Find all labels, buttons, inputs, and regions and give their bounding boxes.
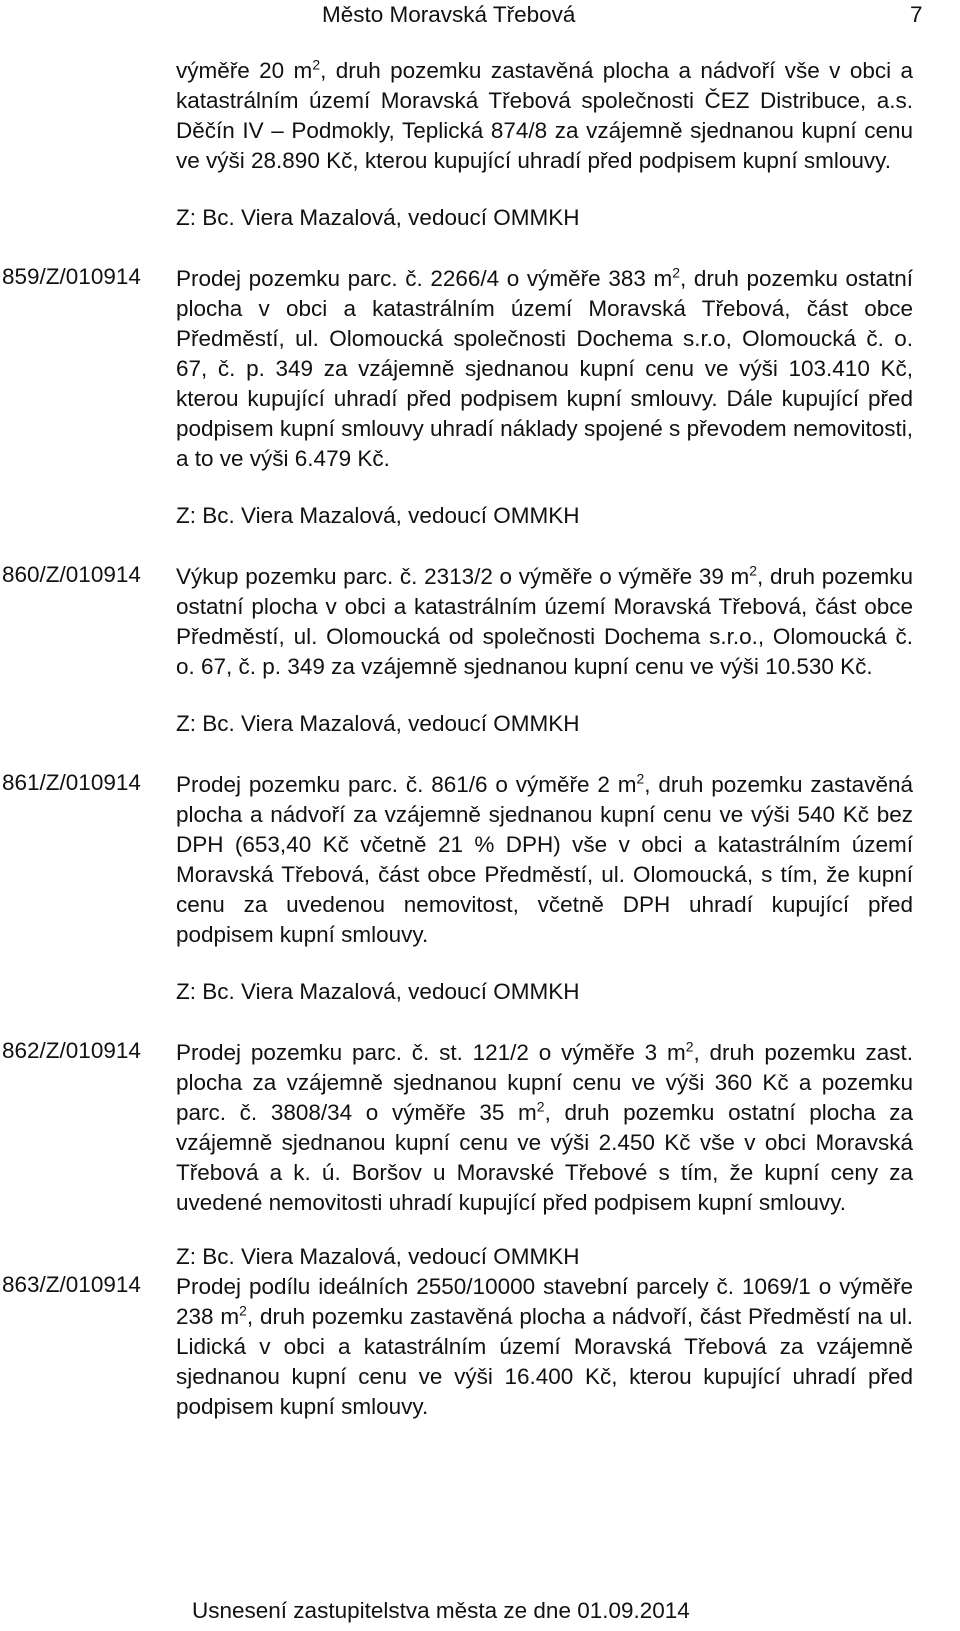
resolution-text: Výkup pozemku parc. č. 2313/2 o výměře o výměře 39 $m^2$, druh pozemku ostatní plocha v obci a katastrálním území Moravská Třebová, část obce Předměstí, ul. Olomoucká od společnosti Dochema s.r.o., Olomoucká č. o. 67, č. p. 349 za vzájemně sjednanou kupní cenu ve výši 10.530 Kč. (176, 562, 913, 679)
resolution-text: Prodej pozemku parc. č. st. 121/2 o výměře 3 $m^2$, druh pozemku zast. plocha za vzájemně sjednanou kupní cenu ve výši 360 Kč a pozemku parc. č. 3808/34 o výměře 35 $m^2$, druh pozemku ostatní plocha za vzájemně sjednanou kupní cenu ve výši 2.450 Kč vše v obci Moravská Třebová a k. ú. Boršov u Moravské Třebové s tím, že kupní ceny za uvedené nemovitosti uhradí kupující před podpisem kupní smlouvy. (176, 1038, 913, 1215)
header-town-name: Město Moravská Třebová (322, 2, 576, 27)
resolution-entry (0, 1272, 960, 1422)
resolution-number: 861/Z/010914 (2, 770, 141, 795)
resolution-text: Prodej pozemku parc. č. 861/6 o výměře 2 $m^2$, druh pozemku zastavěná plocha a nádvoří za vzájemně sjednanou kupní cenu ve výši 540 Kč bez DPH (653,40 Kč včetně 21 % DPH) vše v obci a katastrálním území Moravská Třebová, část obce Předměstí, ul. Olomoucká, s tím, že kupní cenu za uvedenou nemovitost, včetně DPH uhradí kupující před podpisem kupní smlouvy. (176, 770, 913, 947)
responsible-person: Z: Bc. Viera Mazalová, vedoucí OMMKH (176, 1244, 580, 1269)
resolution-number: 862/Z/010914 (2, 1038, 141, 1063)
resolution-number: 863/Z/010914 (2, 1272, 141, 1297)
resolution-entry (0, 1038, 960, 1272)
resolution-entry (0, 562, 960, 739)
responsible-person: Z: Bc. Viera Mazalová, vedoucí OMMKH (176, 503, 580, 528)
resolution-number: 859/Z/010914 (2, 264, 141, 289)
resolution-text: výměře 20 $m^2$, druh pozemku zastavěná plocha a nádvoří vše v obci a katastrálním území Moravská Třebová společnosti ČEZ Distribuce, a.s. Děčín IV – Podmokly, Teplická 874/8 za vzájemně sjednanou kupní cenu ve výši 28.890 Kč, kterou kupující uhradí před podpisem kupní smlouvy. (176, 56, 913, 173)
resolution-list (0, 56, 960, 1422)
page-number: 7 (910, 2, 923, 27)
responsible-person: Z: Bc. Viera Mazalová, vedoucí OMMKH (176, 979, 580, 1004)
resolution-number: 860/Z/010914 (2, 562, 141, 587)
page-header (0, 0, 960, 34)
resolution-text: Prodej podílu ideálních 2550/10000 stavební parcely č. 1069/1 o výměře 238 $m^2$, druh pozemku zastavěná plocha a nádvoří, část Předměstí na ul. Lidická v obci a katastrálním území Moravská Třebová za vzájemně sjednanou kupní cenu ve výši 16.400 Kč, kterou kupující uhradí před podpisem kupní smlouvy. (176, 1274, 913, 1419)
resolution-text: Prodej pozemku parc. č. 2266/4 o výměře 383 $m^2$, druh pozemku ostatní plocha v obci a katastrálním území Moravská Třebová, část obce Předměstí, ul. Olomoucká společnosti Dochema s.r.o, Olomoucká č. o. 67, č. p. 349 za vzájemně sjednanou kupní cenu ve výši 103.410 Kč, kterou kupující uhradí před podpisem kupní smlouvy. Dále kupující před podpisem kupní smlouvy uhradí náklady spojené s převodem nemovitosti, a to ve výši 6.479 Kč. (176, 264, 913, 471)
resolution-entry (0, 264, 960, 531)
page-footer: Usnesení zastupitelstva města ze dne 01.09.2014 (192, 1598, 690, 1623)
resolution-entry (0, 770, 960, 1007)
resolution-entry-continued (0, 56, 960, 233)
responsible-person: Z: Bc. Viera Mazalová, vedoucí OMMKH (176, 205, 580, 230)
responsible-person: Z: Bc. Viera Mazalová, vedoucí OMMKH (176, 711, 580, 736)
